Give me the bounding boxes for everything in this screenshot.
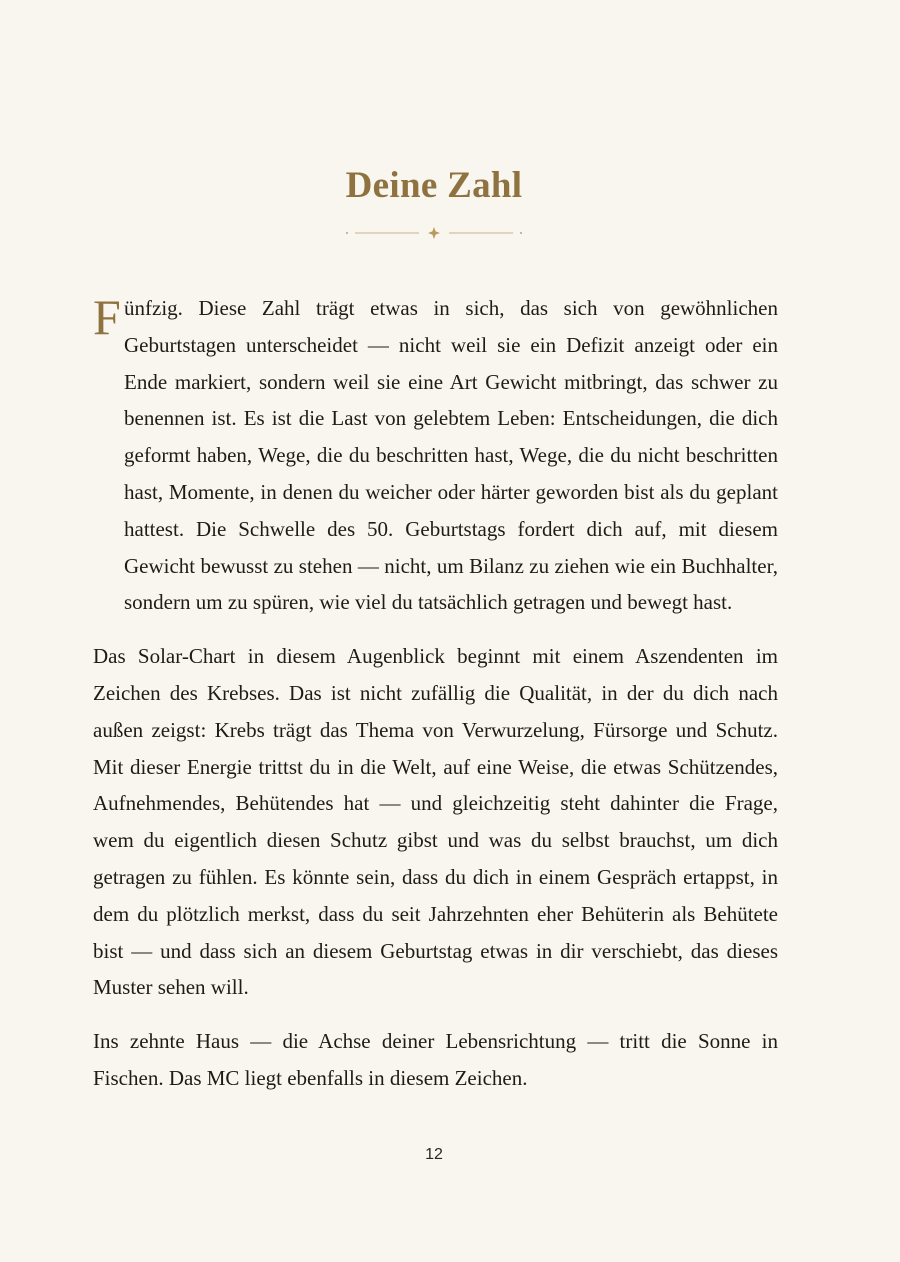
drop-cap: F — [93, 289, 121, 345]
ornament-divider — [345, 226, 525, 240]
paragraph-2: Das Solar-Chart in diesem Augenblick beginnt mit einem Aszendenten im Zeichen des Krebses. Das ist nicht zufällig die Qualität, in der du dich nach außen zeigst: Krebs trägt das Thema von Verwurzelung, Fürsorge und Schutz. Mit dieser Energie trittst du in die Welt, auf eine Weise, die etwas Schützendes, Aufnehmendes, Behütendes hat — und gleichzeitig steht dahinter die Frage, wem du eigentlich diesen Schutz gibst und was du selbst brauchst, um dich getragen zu fühlen. Es könnte sein, dass du dich in einem Gespräch ertappst, in dem du plötzlich merkst, dass du seit Jahrzehnten eher Behüterin als Behütete bist — und dass sich an diesem Geburtstag etwas in dir verschiebt, das dieses Muster sehen will. — [93, 644, 778, 1000]
page-number: 12 — [425, 1146, 443, 1163]
chapter-body — [93, 290, 778, 1114]
paragraph-3: Ins zehnte Haus — die Achse deiner Lebensrichtung — tritt die Sonne in Fischen. Das MC liegt ebenfalls in diesem Zeichen. — [93, 1029, 778, 1090]
chapter-title: Deine Zahl — [345, 165, 523, 206]
paragraph-1-text: ünfzig. Diese Zahl trägt etwas in sich, das sich von gewöhnlichen Geburtstagen unterscheidet — nicht weil sie ein Defizit anzeigt oder ein Ende markiert, sondern weil sie eine Art Gewicht mitbringt, das schwer zu benennen ist. Es ist die Last von gelebtem Leben: Entscheidungen, die dich geformt haben, Wege, die du beschritten hast, Wege, die du nicht beschritten hast, Momente, in denen du weicher oder härter geworden bist als du geplant hattest. Die Schwelle des 50. Geburtstags fordert dich auf, mit diesem Gewicht bewusst zu stehen — nicht, um Bilanz zu ziehen wie ein Buchhalter, sondern um zu spüren, wie viel du tatsächlich getragen und bewegt hast. — [124, 296, 778, 615]
paragraph-1 — [93, 290, 778, 621]
